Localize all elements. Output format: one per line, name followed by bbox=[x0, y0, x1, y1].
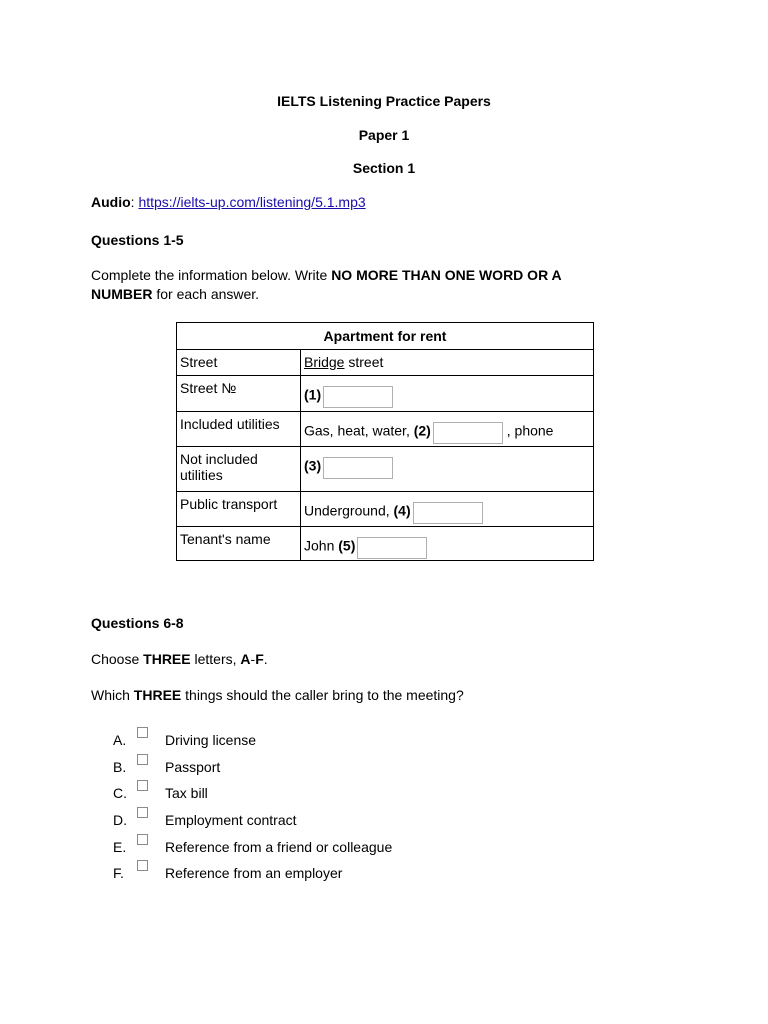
option-d-checkbox[interactable] bbox=[137, 807, 148, 818]
row-label: Street № bbox=[177, 376, 301, 412]
option-c-checkbox[interactable] bbox=[137, 780, 148, 791]
instructions-text: Complete the information below. Write bbox=[91, 267, 332, 283]
which-question bbox=[91, 687, 464, 703]
paper-number: Paper 1 bbox=[358, 127, 410, 143]
row-value bbox=[301, 412, 594, 447]
apartment-table bbox=[176, 322, 594, 561]
option-text: Passport bbox=[165, 759, 221, 775]
row-value bbox=[301, 492, 594, 527]
option-letter: C. bbox=[113, 785, 127, 801]
utilities-text: Gas, heat, water, bbox=[304, 422, 414, 439]
choose-text: Choose bbox=[91, 651, 144, 667]
street-suffix: street bbox=[344, 354, 384, 370]
instructions-line-1 bbox=[91, 267, 562, 283]
which-text: Which bbox=[91, 687, 134, 703]
instructions-bold: NO MORE THAN ONE WORD OR A bbox=[331, 267, 562, 283]
row-value bbox=[301, 376, 594, 412]
instructions-bold-number: NUMBER bbox=[91, 286, 153, 302]
which-suffix: things should the caller bring to the meeting? bbox=[181, 687, 464, 703]
row-label-line-1: Not included bbox=[180, 451, 258, 467]
choose-instruction bbox=[91, 651, 268, 667]
table-title: Apartment for rent bbox=[177, 323, 594, 350]
answer-5-input[interactable] bbox=[357, 537, 427, 559]
row-label bbox=[177, 447, 301, 492]
row-label-line-2: utilities bbox=[180, 467, 223, 483]
audio-line: Audio: https://ielts-up.com/listening/5.1.mp3 bbox=[91, 194, 366, 210]
choose-mid: letters, bbox=[190, 651, 241, 667]
row-label: Included utilities bbox=[177, 412, 301, 447]
tenant-text: John bbox=[304, 537, 339, 554]
answer-4-input[interactable] bbox=[413, 502, 483, 524]
questions-1-5-heading: Questions 1-5 bbox=[91, 232, 184, 248]
choose-letter-a: A bbox=[240, 651, 251, 667]
answer-3-input[interactable] bbox=[323, 457, 393, 479]
question-number: (1) bbox=[304, 386, 322, 403]
which-bold: THREE bbox=[133, 687, 182, 703]
row-value bbox=[301, 447, 594, 492]
table-row bbox=[177, 350, 594, 376]
transport-text: Underground, bbox=[304, 502, 394, 519]
section-number: Section 1 bbox=[352, 160, 416, 176]
audio-link[interactable]: https://ielts-up.com/listening/5.1.mp3 bbox=[138, 194, 366, 210]
instructions-line-2 bbox=[91, 286, 259, 302]
option-letter: E. bbox=[113, 839, 127, 855]
question-number: (4) bbox=[393, 502, 411, 519]
option-a-checkbox[interactable] bbox=[137, 727, 148, 738]
option-e-checkbox[interactable] bbox=[137, 834, 148, 845]
row-label: Street bbox=[177, 350, 301, 376]
table-row bbox=[177, 527, 594, 561]
option-text: Driving license bbox=[165, 732, 257, 748]
option-text: Tax bill bbox=[165, 785, 208, 801]
table-row bbox=[177, 492, 594, 527]
option-b-checkbox[interactable] bbox=[137, 754, 148, 765]
choose-bold: THREE bbox=[143, 651, 191, 667]
question-number: (3) bbox=[304, 457, 322, 474]
instructions-suffix: for each answer. bbox=[152, 286, 260, 302]
option-letter: B. bbox=[113, 759, 127, 775]
question-number: (5) bbox=[338, 537, 356, 554]
row-label: Tenant's name bbox=[177, 527, 301, 561]
option-text: Reference from an employer bbox=[165, 865, 343, 881]
utilities-suffix: , phone bbox=[502, 422, 554, 439]
audio-label: Audio bbox=[91, 194, 131, 210]
option-letter: A. bbox=[113, 732, 127, 748]
table-row bbox=[177, 412, 594, 447]
row-value bbox=[301, 527, 594, 561]
option-f-checkbox[interactable] bbox=[137, 860, 148, 871]
choose-end: . bbox=[263, 651, 268, 667]
page-title: IELTS Listening Practice Papers bbox=[277, 93, 491, 109]
option-letter: F. bbox=[113, 865, 124, 881]
questions-6-8-heading: Questions 6-8 bbox=[91, 615, 184, 631]
row-label: Public transport bbox=[177, 492, 301, 527]
table-row bbox=[177, 376, 594, 412]
choose-letter-f: F bbox=[255, 651, 264, 667]
row-value bbox=[301, 350, 594, 376]
answer-2-input[interactable] bbox=[433, 422, 503, 444]
street-name: Bridge bbox=[304, 354, 345, 370]
table-row bbox=[177, 447, 594, 492]
answer-1-input[interactable] bbox=[323, 386, 393, 408]
option-text: Employment contract bbox=[165, 812, 297, 828]
question-number: (2) bbox=[413, 422, 431, 439]
choose-dash: - bbox=[250, 651, 256, 667]
option-text: Reference from a friend or colleague bbox=[165, 839, 393, 855]
option-letter: D. bbox=[113, 812, 127, 828]
